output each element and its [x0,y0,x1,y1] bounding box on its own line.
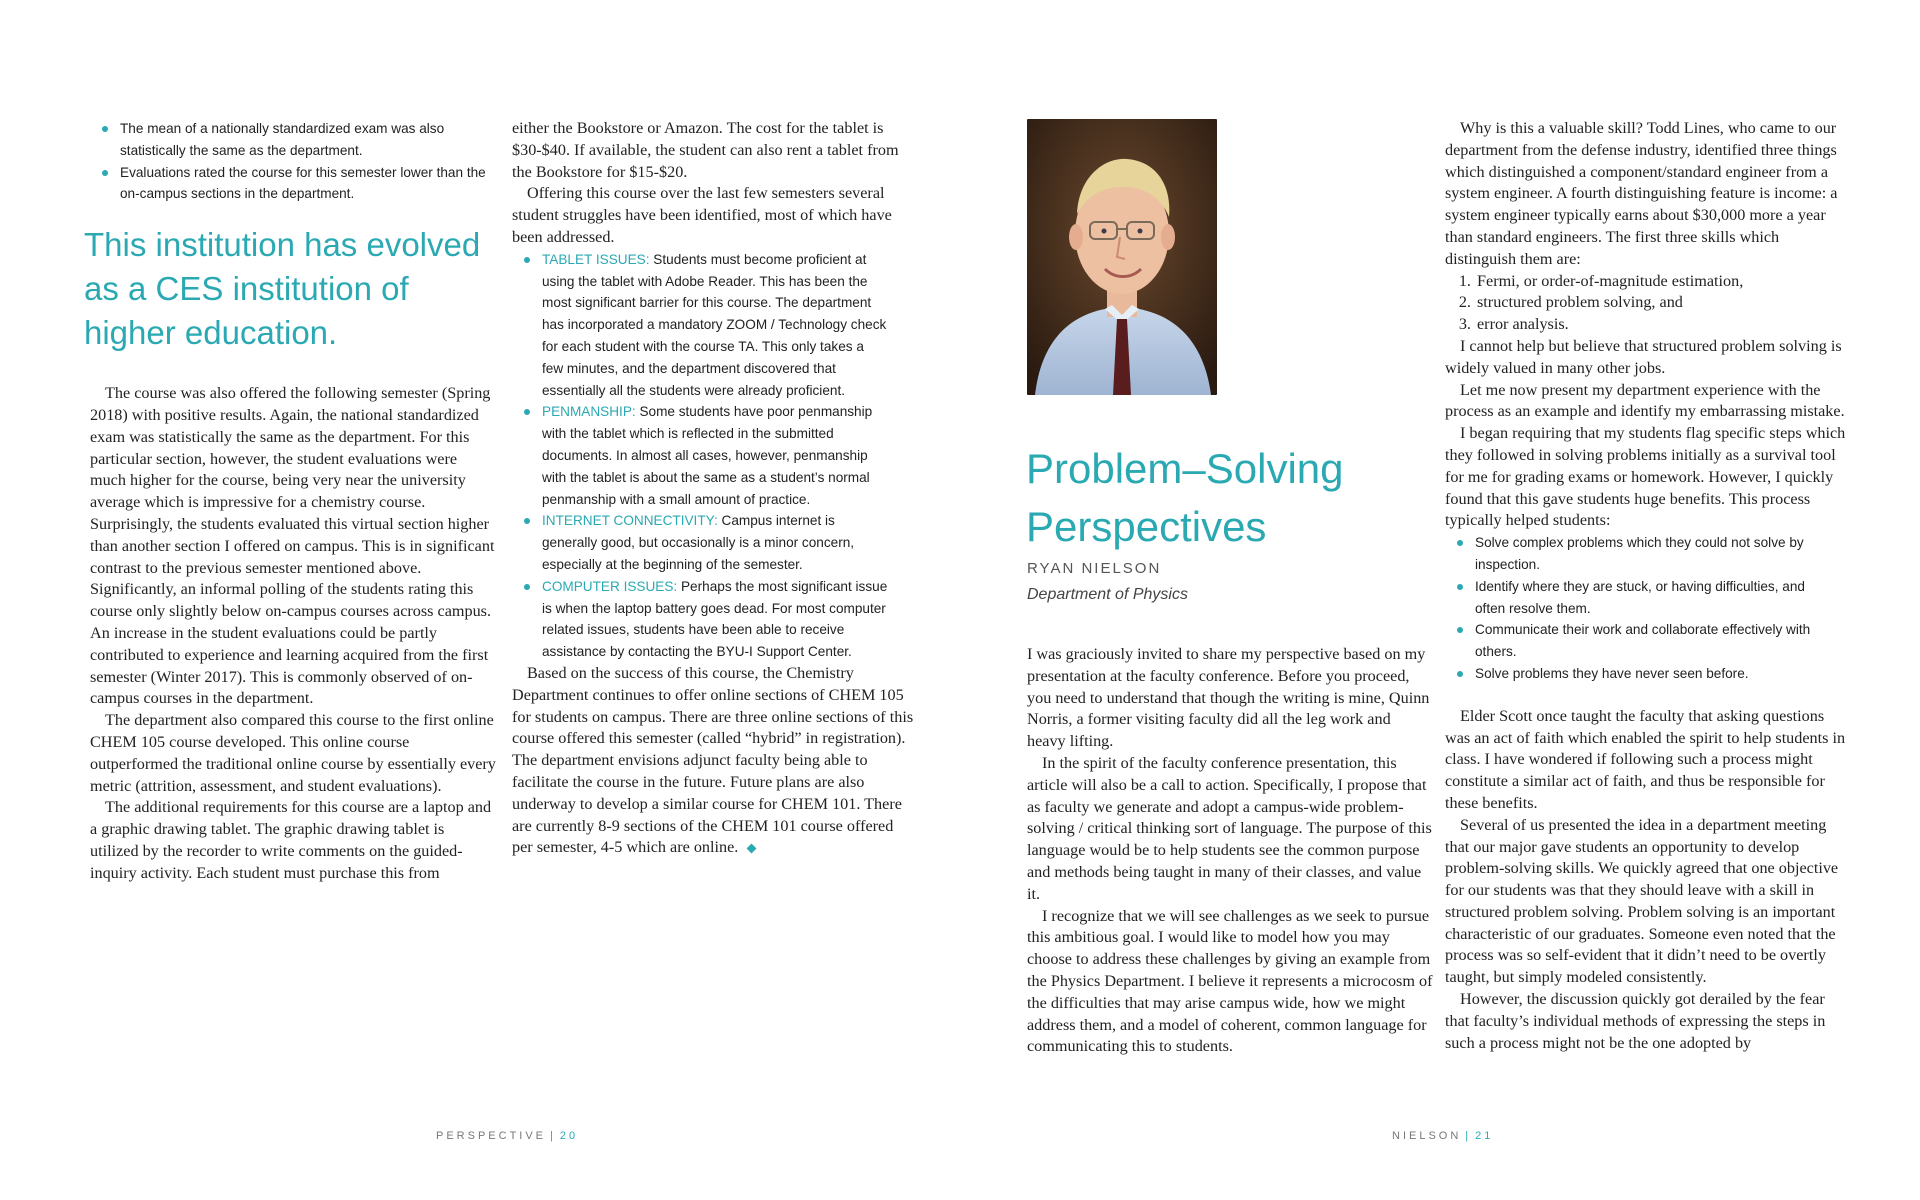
left-column-1 [84,118,496,885]
exam-results-list [90,118,496,205]
right-column-2 [1445,118,1851,1054]
end-of-article-icon [747,844,757,854]
list-item: 3. error analysis. [1475,314,1851,336]
page-number: 20 [559,1130,579,1142]
list-item: COMPUTER ISSUES: Perhaps the most significant issue is when the laptop battery goes dead. For most computer related issues, students have been able to receive assistance by contacting the BYU-I Support Center. [512,576,888,663]
footer-divider: | [1465,1130,1472,1142]
paragraph: Offering this course over the last few semesters several student struggles have been identified, most of which have been addressed. [512,184,892,246]
title-line-2: Perspectives [1026,503,1267,550]
list-item: TABLET ISSUES: Students must become proficient at using the tablet with Adobe Reader. This has been the most significant barrier for this course. The department has incorporated a mandatory ZOOM / Technology check for each student with the course TA. This only takes a few minutes, and the department discovered that essentially all the students were already proficient. [512,249,888,402]
paragraph: either the Bookstore or Amazon. The cost for the tablet is $30-$40. If available, the student can also rent a tablet from the Bookstore for $15-$20. [512,119,899,181]
issue-heading: PENMANSHIP: [542,404,636,420]
body-text [1445,336,1851,532]
list-item: Solve complex problems which they could not solve by inspection. [1445,532,1831,576]
paragraph: Why is this a valuable skill? Todd Lines, who came to our department from the defense industry, identified three things which distinguished a component/standard engineer from a system engineer. A fourth distinguishing feature is income: a system engineer typically earns about $30,000 more a year than standard engineers. The first three skills which distinguish them are: [1445,119,1838,268]
pull-quote: This institution has evolved as a CES institution of higher education. [84,226,481,352]
list-item: INTERNET CONNECTIVITY: Campus internet is generally good, but occasionally is a minor concern, especially at the beginning of the semester. [512,510,888,575]
list-item: 2. structured problem solving, and [1475,292,1851,314]
bullet-icon [1457,540,1463,546]
bullet-icon [1457,584,1463,590]
body-text [1027,644,1433,1058]
article-title [1026,440,1344,556]
title-line-1: Problem–Solving [1026,445,1344,492]
running-head: PERSPECTIVE [436,1130,547,1142]
paragraph: Based on the success of this course, the Chemistry Department continues to offer online sections of CHEM 105 for students on campus. There are three online sections of this course offered this semester (called “hybrid” in registration). The department envisions adjunct faculty being able to facilitate the course in the future. Future plans are also underway to develop a similar course for CHEM 101. There are currently 8-9 sections of the CHEM 101 course offered per semester, 4-5 which are online. [512,663,914,857]
issue-heading: COMPUTER ISSUES: [542,578,678,594]
list-item: Solve problems they have never seen before. [1445,663,1831,685]
page-number: 21 [1475,1130,1494,1142]
list-item: Identify where they are stuck, or having difficulties, and often resolve them. [1445,576,1831,620]
paragraph: Elder Scott once taught the faculty that asking questions was an act of faith which enabled the spirit to help students in class. I have wondered if following such a process might constitute a similar act of faith, and thus be responsible for these benefits. [1445,706,1846,812]
paragraph: However, the discussion quickly got derailed by the fear that faculty’s individual methods of expressing the steps in such a process might not be the one adopted by [1445,990,1826,1052]
student-struggles-list [512,249,918,663]
author-portrait [1027,119,1217,395]
list-item: 1. Fermi, or order-of-magnitude estimation, [1475,271,1851,293]
bullet-icon [524,584,530,590]
bullet-icon [524,409,530,415]
paragraph: Let me now present my department experience with the process as an example and identify my embarrassing mistake. [1445,380,1845,421]
bullet-icon [102,126,108,132]
body-text [1445,706,1851,1055]
body-text [90,383,496,884]
footer-divider: | [550,1130,556,1142]
bullet-icon [524,518,530,524]
page-footer-right [1392,1130,1493,1142]
list-item: Communicate their work and collaborate effectively with others. [1445,619,1831,663]
issue-heading: TABLET ISSUES: [542,251,650,267]
paragraph: The course was also offered the following semester (Spring 2018) with positive results. Again, the national standardized exam was statistically the same as the department. For this particular section, however, the student evaluations were much higher for the course, being very near the university average which is impressive for a chemistry course. Surprisingly, the students evaluated this virtual section higher than another section I offered on campus. This is in significant contrast to the previous semester mentioned above. Significantly, an informal polling of the students rating this course only slightly below on-campus courses across campus. An increase in the student evaluations could be partly contributed to experience and learning acquired from the first semester (Winter 2017). This is commonly observed of on-campus courses in the department. [90,384,495,708]
list-item: PENMANSHIP: Some students have poor penmanship with the tablet which is reflected in the submitted documents. In almost all cases, however, penmanship with the tablet is about the same as a student’s normal penmanship with a small amount of practice. [512,401,888,510]
paragraph: The department also compared this course to the first online CHEM 105 course developed. This online course outperformed the traditional online course by essentially every metric (attrition, assessment, and student evaluations). [90,711,496,795]
list-item: Evaluations rated the course for this semester lower than the on-campus sections in the department. [90,162,496,206]
bullet-icon [1457,671,1463,677]
engineer-skills-list [1445,271,1851,336]
paragraph: I began requiring that my students flag specific steps which they followed in solving problems initially as a survival tool for me for grading exams or homework. However, I quickly found that this gave students huge benefits. This process typically helped students: [1445,424,1846,530]
running-head: NIELSON [1392,1130,1462,1142]
body-text [512,663,918,859]
body-text [1445,118,1851,271]
paragraph: The additional requirements for this course are a laptop and a graphic drawing tablet. The graphic drawing tablet is utilized by the recorder to write comments on the guided-inquiry activity. Each student must purchase this from [90,798,492,882]
body-text [512,118,918,249]
bullet-icon [1457,627,1463,633]
paragraph: I recognize that we will see challenges as we seek to pursue this ambitious goal. I would like to model how you may choose to address these challenges by giving an example from the Physics Department. I believe it represents a microcosm of the difficulties that may arise campus wide, how we might address them, and a model of coherent, common language for communicating this to students. [1027,906,1433,1056]
list-item: The mean of a nationally standardized exam was also statistically the same as the department. [90,118,496,162]
right-column-1 [1027,644,1433,1058]
portrait-image [1027,119,1217,395]
paragraph: In the spirit of the faculty conference presentation, this article will also be a call to action. Specifically, I propose that as faculty we generate and adopt a campus-wide problem-solving / critical thinking sort of language. The purpose of this language would be to help students see the common purpose and methods being taught in many of their classes, and value it. [1027,753,1432,903]
bullet-icon [102,170,108,176]
paragraph: Several of us presented the idea in a department meeting that our major gave students an opportunity to develop problem-solving skills. We quickly agreed that one objective for our students was that they should leave with a skill in structured problem solving. Problem solving is an important characteristic of our graduates. Someone even noted that the process was so self-evident that it didn’t need to be overtly taught, but simply modeled consistently. [1445,815,1839,987]
bullet-icon [524,257,530,263]
author-name: RYAN NIELSON [1027,560,1162,577]
benefits-list [1445,532,1851,685]
paragraph: I cannot help but believe that structured problem solving is widely valued in many other jobs. [1445,336,1842,377]
left-column-2 [512,118,918,859]
page-footer-left [436,1130,578,1142]
author-department: Department of Physics [1027,586,1188,603]
issue-heading: INTERNET CONNECTIVITY: [542,513,718,529]
paragraph: I was graciously invited to share my perspective based on my presentation at the faculty conference. Before you proceed, you need to understand that though the writing is mine, Quinn Norris, a former visiting faculty did all the leg work and heavy lifting. [1027,645,1430,751]
